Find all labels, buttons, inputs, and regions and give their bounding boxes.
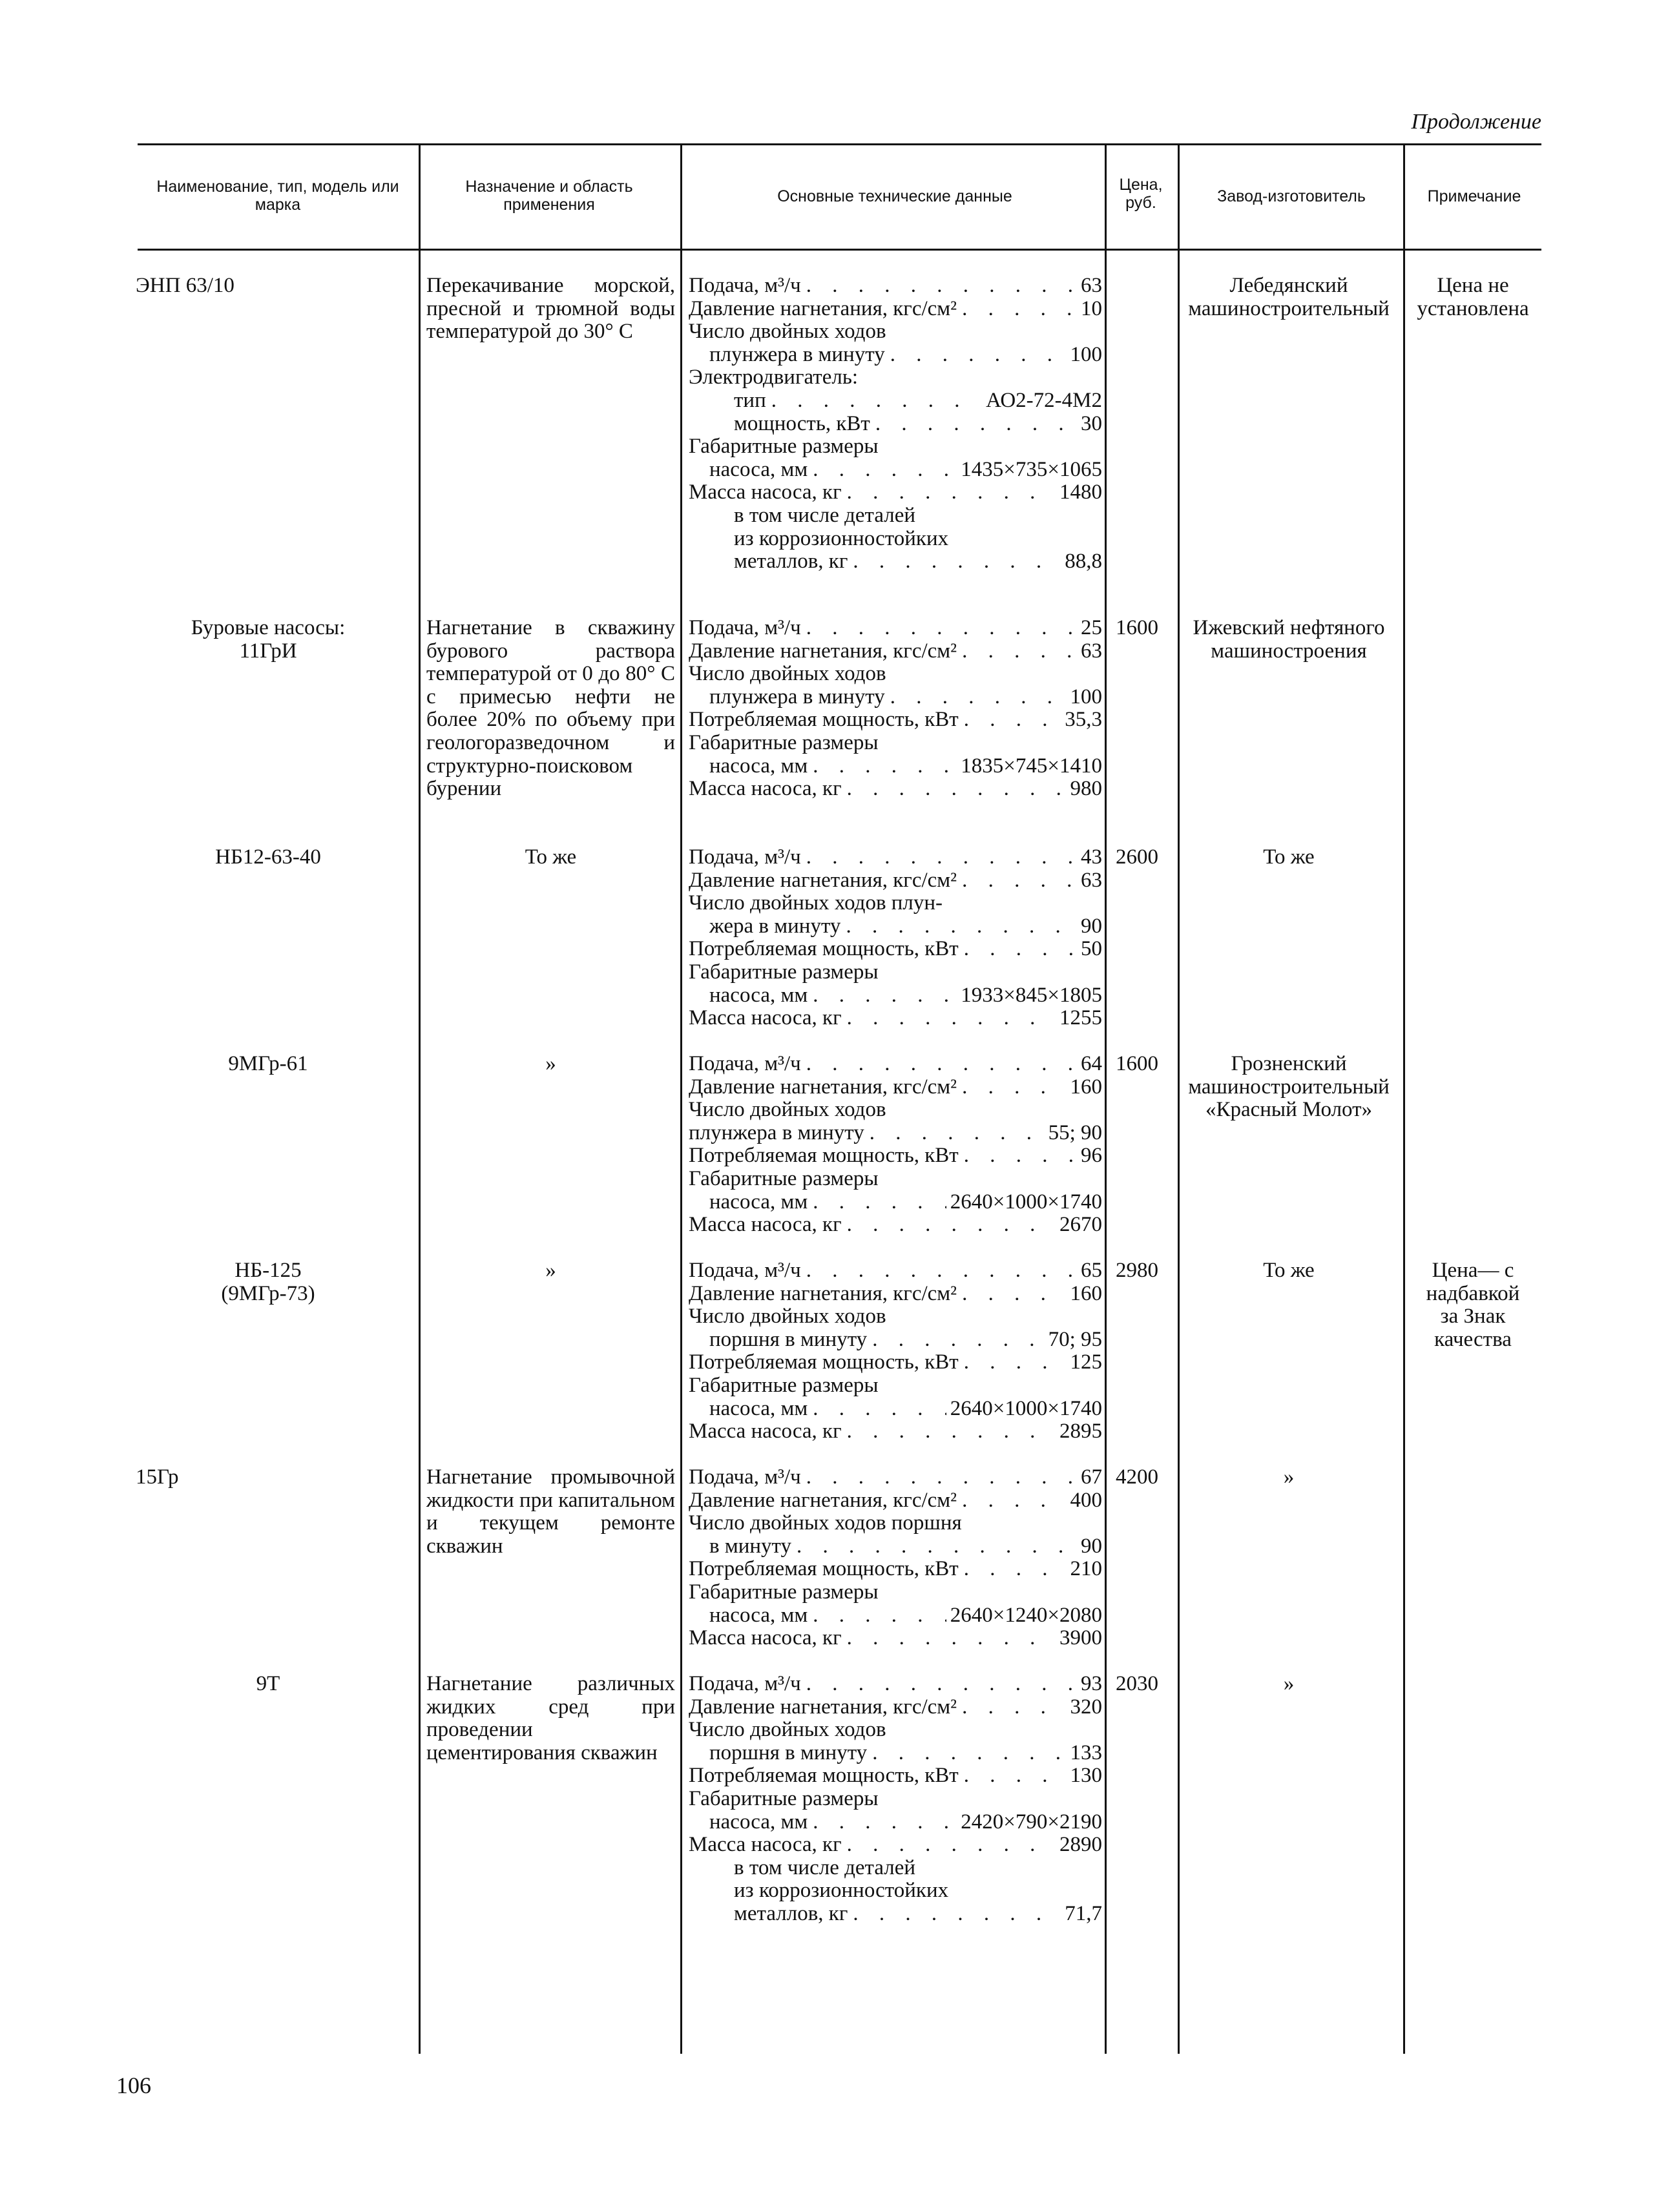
spec-line — [689, 1535, 1102, 1558]
leader-dots — [964, 1764, 1067, 1788]
spec-line — [689, 1283, 1102, 1306]
leader-dots — [962, 298, 1077, 321]
spec-value: 88,8 — [1065, 550, 1102, 574]
spec-value: 2640×1000×1740 — [950, 1397, 1102, 1420]
spec-line — [689, 1489, 1102, 1513]
spec-value: 130 — [1070, 1764, 1102, 1788]
spec-value: 160 — [1070, 1282, 1102, 1305]
spec-line — [689, 1007, 1102, 1030]
spec-label: Число двойных ходов плун- — [689, 892, 943, 915]
header-price: Цена, руб. — [1119, 176, 1163, 212]
spec-value: 160 — [1070, 1075, 1102, 1099]
leader-dots — [964, 938, 1077, 961]
row-maker: Лебедянский машиностроительный — [1188, 274, 1390, 320]
spec-line — [689, 1834, 1102, 1857]
row-specs — [689, 1673, 1102, 1926]
spec-line — [689, 389, 1102, 413]
spec-label: Число двойных ходов — [689, 663, 886, 686]
spec-value: 63 — [1081, 274, 1102, 297]
row-note: Цена не установлена — [1417, 274, 1529, 320]
leader-dots — [806, 1673, 1077, 1696]
spec-label: Масса насоса, кг — [689, 1420, 842, 1443]
spec-label: Давление нагнетания, кгс/см² — [689, 1282, 957, 1305]
row-price: 4200 — [1116, 1465, 1158, 1489]
spec-label: Подача, м³/ч — [689, 1466, 801, 1489]
row-price: 1600 — [1116, 616, 1158, 639]
leader-dots — [813, 459, 957, 482]
spec-line — [689, 1581, 1102, 1604]
spec-value: 35,3 — [1065, 708, 1102, 732]
table-top-rule — [138, 143, 1541, 145]
spec-value: АО2-72-4М2 — [986, 389, 1102, 412]
row-maker: То же — [1263, 845, 1315, 869]
spec-line — [689, 869, 1102, 893]
row-name: Буровые насосы: 11ГрИ — [191, 616, 346, 663]
spec-line — [689, 1374, 1102, 1398]
row-note: Цена— с надбавкой за Знак качества — [1426, 1259, 1520, 1351]
leader-dots — [853, 1903, 1061, 1926]
spec-value: 2640×1240×2080 — [950, 1604, 1102, 1627]
leader-dots — [964, 1351, 1067, 1374]
row-price: 2600 — [1116, 845, 1158, 869]
spec-line — [689, 435, 1102, 459]
leader-dots — [847, 1007, 1056, 1030]
spec-line — [689, 686, 1102, 709]
spec-line — [689, 1122, 1102, 1145]
leader-dots — [964, 1558, 1067, 1581]
spec-value: 63 — [1081, 639, 1102, 663]
spec-label: Масса насоса, кг — [689, 1007, 842, 1030]
spec-line — [689, 550, 1102, 574]
leader-dots — [813, 1191, 946, 1214]
spec-label: тип — [734, 389, 766, 412]
spec-line — [689, 732, 1102, 755]
row-price: 2980 — [1116, 1259, 1158, 1282]
row-name: 9Т — [256, 1672, 280, 1695]
leader-dots — [847, 481, 1056, 504]
header-name: Наименование, тип, модель или марка — [156, 178, 399, 214]
spec-label: Масса насоса, кг — [689, 1214, 842, 1237]
spec-value: 210 — [1070, 1558, 1102, 1581]
spec-label: в том числе деталей — [734, 504, 916, 527]
spec-label: Давление нагнетания, кгс/см² — [689, 869, 957, 892]
spec-label: Потребляемая мощность, кВт — [689, 708, 959, 732]
spec-value: 100 — [1070, 343, 1102, 366]
row-name: 9МГр-61 — [228, 1052, 308, 1075]
leader-dots — [890, 686, 1067, 709]
spec-label: Давление нагнетания, кгс/см² — [689, 1075, 957, 1099]
spec-line — [689, 1764, 1102, 1788]
spec-value: 1255 — [1059, 1007, 1102, 1030]
leader-dots — [771, 389, 982, 413]
spec-line — [689, 1903, 1102, 1926]
spec-label: Подача, м³/ч — [689, 1673, 801, 1695]
leader-dots — [806, 1259, 1077, 1283]
leader-dots — [813, 984, 957, 1008]
spec-label: насоса, мм — [709, 984, 808, 1007]
leader-dots — [847, 1834, 1056, 1857]
spec-label: Давление нагнетания, кгс/см² — [689, 1489, 957, 1512]
leader-dots — [870, 1122, 1045, 1145]
header-maker: Завод-изготовитель — [1217, 187, 1366, 205]
spec-value: 400 — [1070, 1489, 1102, 1512]
spec-label: Габаритные размеры — [689, 1787, 879, 1810]
spec-value: 2670 — [1059, 1214, 1102, 1237]
spec-value: 67 — [1081, 1466, 1102, 1489]
row-name: НБ12-63-40 — [215, 845, 321, 869]
spec-label: Число двойных ходов поршня — [689, 1512, 962, 1535]
spec-label: Масса насоса, кг — [689, 1627, 842, 1650]
spec-line — [689, 298, 1102, 321]
row-purpose: Нагнетание промывочной жидкости при капитальном и текущем ремонте скважин — [426, 1465, 675, 1558]
continuation-label: Продолжение — [1411, 110, 1541, 134]
spec-value: 320 — [1070, 1695, 1102, 1719]
spec-label: насоса, мм — [709, 1604, 808, 1627]
spec-value: 2640×1000×1740 — [950, 1190, 1102, 1214]
spec-line — [689, 274, 1102, 298]
spec-value: 125 — [1070, 1351, 1102, 1374]
column-divider — [680, 145, 682, 2054]
spec-label: Число двойных ходов — [689, 1719, 886, 1742]
spec-label: Потребляемая мощность, кВт — [689, 1351, 959, 1374]
header-purpose: Назначение и область применения — [465, 178, 633, 214]
spec-line — [689, 1351, 1102, 1374]
spec-label: плунжера в минуту — [709, 343, 885, 366]
row-maker: » — [1283, 1672, 1295, 1695]
spec-line — [689, 1420, 1102, 1443]
row-specs — [689, 617, 1102, 801]
spec-label: плунжера в минуту — [709, 685, 885, 708]
spec-value: 2895 — [1059, 1420, 1102, 1443]
spec-label: Габаритные размеры — [689, 435, 879, 459]
spec-label: Давление нагнетания, кгс/см² — [689, 1695, 957, 1719]
spec-label: Габаритные размеры — [689, 1374, 879, 1397]
spec-line — [689, 1191, 1102, 1214]
column-divider — [1105, 145, 1107, 2054]
row-maker: Ижевский нефтяного машиностроения — [1193, 616, 1385, 663]
spec-line — [689, 1076, 1102, 1099]
leader-dots — [806, 274, 1077, 298]
spec-line — [689, 1788, 1102, 1811]
spec-line — [689, 1742, 1102, 1765]
spec-line — [689, 708, 1102, 732]
spec-line — [689, 1857, 1102, 1880]
leader-dots — [847, 1627, 1056, 1650]
spec-label: Потребляемая мощность, кВт — [689, 1144, 959, 1168]
spec-line — [689, 1696, 1102, 1719]
column-divider — [1403, 145, 1405, 2054]
column-divider — [1178, 145, 1180, 2054]
spec-line — [689, 755, 1102, 778]
spec-label: поршня в минуту — [709, 1741, 868, 1764]
spec-line — [689, 1879, 1102, 1903]
spec-line — [689, 1512, 1102, 1535]
spec-label: поршня в минуту — [709, 1328, 868, 1351]
spec-value: 1835×745×1410 — [961, 754, 1102, 778]
spec-label: Потребляемая мощность, кВт — [689, 1764, 959, 1788]
spec-label: мощность, кВт — [734, 412, 870, 435]
spec-line — [689, 846, 1102, 869]
spec-label: металлов, кг — [734, 550, 848, 574]
spec-line — [689, 1328, 1102, 1352]
row-maker: Грозненский машиностроительный «Красный Молот» — [1188, 1052, 1390, 1122]
leader-dots — [806, 846, 1077, 869]
spec-label: Число двойных ходов — [689, 1305, 886, 1328]
spec-line — [689, 1466, 1102, 1489]
spec-line — [689, 1673, 1102, 1696]
spec-line — [689, 1398, 1102, 1421]
spec-value: 10 — [1081, 297, 1102, 320]
row-specs — [689, 1053, 1102, 1237]
spec-value: 93 — [1081, 1673, 1102, 1695]
header-specs: Основные технические данные — [777, 187, 1012, 205]
spec-value: 30 — [1081, 412, 1102, 435]
leader-dots — [813, 1398, 946, 1421]
spec-value: 2890 — [1059, 1834, 1102, 1857]
spec-label: Давление нагнетания, кгс/см² — [689, 639, 957, 663]
leader-dots — [962, 640, 1077, 663]
spec-line — [689, 663, 1102, 686]
spec-value: 1933×845×1805 — [961, 984, 1102, 1007]
row-name: НБ-125 (9МГр-73) — [221, 1259, 315, 1305]
leader-dots — [872, 1742, 1066, 1765]
spec-line — [689, 961, 1102, 984]
spec-line — [689, 938, 1102, 961]
row-purpose: » — [545, 1259, 556, 1282]
spec-line — [689, 459, 1102, 482]
spec-label: насоса, мм — [709, 754, 808, 778]
spec-label: из коррозионностойких — [734, 527, 949, 550]
spec-value: 25 — [1081, 617, 1102, 639]
spec-value: 1480 — [1059, 481, 1102, 504]
spec-label: Масса насоса, кг — [689, 1834, 842, 1857]
spec-label: насоса, мм — [709, 1397, 808, 1420]
spec-label: Число двойных ходов — [689, 320, 886, 344]
spec-line — [689, 1558, 1102, 1581]
header-note: Примечание — [1427, 187, 1521, 205]
spec-label: насоса, мм — [709, 1810, 808, 1834]
spec-line — [689, 1053, 1102, 1076]
spec-line — [689, 984, 1102, 1008]
spec-value: 64 — [1081, 1053, 1102, 1075]
leader-dots — [847, 1214, 1056, 1237]
spec-value: 43 — [1081, 846, 1102, 869]
spec-label: из коррозионностойких — [734, 1879, 949, 1903]
leader-dots — [806, 1466, 1077, 1489]
spec-label: Потребляемая мощность, кВт — [689, 1558, 959, 1581]
spec-value: 70; 95 — [1048, 1328, 1102, 1351]
spec-line — [689, 915, 1102, 938]
spec-line — [689, 1627, 1102, 1650]
row-specs — [689, 274, 1102, 574]
row-purpose: Перекачивание морской, пресной и трюмной воды температурой до 30° С — [426, 274, 675, 344]
spec-label: Габаритные размеры — [689, 731, 879, 754]
spec-label: Подача, м³/ч — [689, 617, 801, 639]
leader-dots — [847, 778, 1067, 801]
spec-label: в минуту — [709, 1535, 792, 1558]
leader-dots — [962, 869, 1077, 893]
spec-label: Масса насоса, кг — [689, 778, 842, 801]
row-specs — [689, 1466, 1102, 1650]
spec-label: Подача, м³/ч — [689, 846, 801, 869]
spec-label: Давление нагнетания, кгс/см² — [689, 297, 957, 320]
spec-label: насоса, мм — [709, 458, 808, 481]
spec-label: Габаритные размеры — [689, 1167, 879, 1190]
leader-dots — [813, 1811, 957, 1834]
row-specs — [689, 1259, 1102, 1443]
spec-label: Электродвигатель: — [689, 366, 859, 389]
spec-value: 63 — [1081, 869, 1102, 892]
row-purpose: Нагнетание различных жидких сред при проведении цементирования скважин — [426, 1672, 675, 1764]
leader-dots — [847, 1420, 1056, 1443]
spec-label: Подача, м³/ч — [689, 1259, 801, 1282]
leader-dots — [962, 1696, 1066, 1719]
spec-value: 96 — [1081, 1144, 1102, 1168]
spec-label: плунжера в минуту — [689, 1121, 864, 1144]
spec-label: металлов, кг — [734, 1902, 848, 1925]
header-bottom-rule — [138, 249, 1541, 251]
spec-value: 50 — [1081, 938, 1102, 961]
spec-value: 90 — [1081, 1535, 1102, 1558]
leader-dots — [813, 755, 957, 778]
spec-line — [689, 504, 1102, 528]
spec-value: 133 — [1070, 1741, 1102, 1764]
row-price: 2030 — [1116, 1672, 1158, 1695]
row-name: ЭНП 63/10 — [136, 274, 235, 297]
spec-label: жера в минуту — [709, 915, 841, 938]
spec-line — [689, 1811, 1102, 1834]
spec-value: 980 — [1070, 778, 1102, 801]
spec-line — [689, 778, 1102, 801]
spec-value: 90 — [1081, 915, 1102, 938]
spec-line — [689, 1305, 1102, 1328]
spec-label: насоса, мм — [709, 1190, 808, 1214]
spec-line — [689, 617, 1102, 640]
spec-line — [689, 640, 1102, 663]
leader-dots — [962, 1489, 1066, 1513]
spec-line — [689, 1144, 1102, 1168]
row-specs — [689, 846, 1102, 1030]
leader-dots — [853, 550, 1061, 574]
spec-line — [689, 481, 1102, 504]
spec-line — [689, 1168, 1102, 1191]
row-name: 15Гр — [136, 1465, 179, 1489]
spec-label: Габаритные размеры — [689, 1580, 879, 1604]
spec-line — [689, 528, 1102, 551]
column-divider — [419, 145, 421, 2054]
spec-line — [689, 1604, 1102, 1628]
leader-dots — [964, 708, 1061, 732]
row-maker: » — [1283, 1465, 1295, 1489]
spec-line — [689, 344, 1102, 367]
leader-dots — [962, 1076, 1066, 1099]
leader-dots — [964, 1144, 1077, 1168]
spec-label: Габаритные размеры — [689, 960, 879, 984]
spec-label: Подача, м³/ч — [689, 1053, 801, 1075]
leader-dots — [806, 617, 1077, 640]
spec-line — [689, 1099, 1102, 1122]
spec-line — [689, 366, 1102, 389]
spec-line — [689, 892, 1102, 915]
spec-value: 65 — [1081, 1259, 1102, 1282]
spec-label: в том числе деталей — [734, 1856, 916, 1879]
row-purpose: То же — [525, 845, 577, 869]
spec-label: Число двойных ходов — [689, 1099, 886, 1122]
leader-dots — [962, 1283, 1066, 1306]
spec-line — [689, 413, 1102, 436]
spec-value: 71,7 — [1065, 1902, 1102, 1925]
spec-value: 55; 90 — [1048, 1121, 1102, 1144]
leader-dots — [890, 344, 1067, 367]
spec-line — [689, 1259, 1102, 1283]
row-maker: То же — [1263, 1259, 1315, 1282]
leader-dots — [875, 413, 1077, 436]
spec-label: Потребляемая мощность, кВт — [689, 938, 959, 961]
leader-dots — [872, 1328, 1044, 1352]
spec-line — [689, 1719, 1102, 1742]
spec-value: 2420×790×2190 — [961, 1810, 1102, 1834]
leader-dots — [806, 1053, 1077, 1076]
spec-value: 3900 — [1059, 1627, 1102, 1650]
spec-line — [689, 1214, 1102, 1237]
spec-value: 1435×735×1065 — [961, 458, 1102, 481]
leader-dots — [813, 1604, 946, 1628]
page-number: 106 — [116, 2072, 151, 2098]
leader-dots — [797, 1535, 1077, 1558]
spec-label: Подача, м³/ч — [689, 274, 801, 297]
spec-label: Масса насоса, кг — [689, 481, 842, 504]
spec-value: 100 — [1070, 685, 1102, 708]
leader-dots — [846, 915, 1077, 938]
row-purpose: Нагнетание в скважину бурового раствора температурой от 0 до 80° С с примесью нефти не более 20% по объему при геологоразведочном и структурно-поисковом бурении — [426, 616, 675, 801]
row-price: 1600 — [1116, 1052, 1158, 1075]
row-purpose: » — [545, 1052, 556, 1075]
spec-line — [689, 320, 1102, 344]
